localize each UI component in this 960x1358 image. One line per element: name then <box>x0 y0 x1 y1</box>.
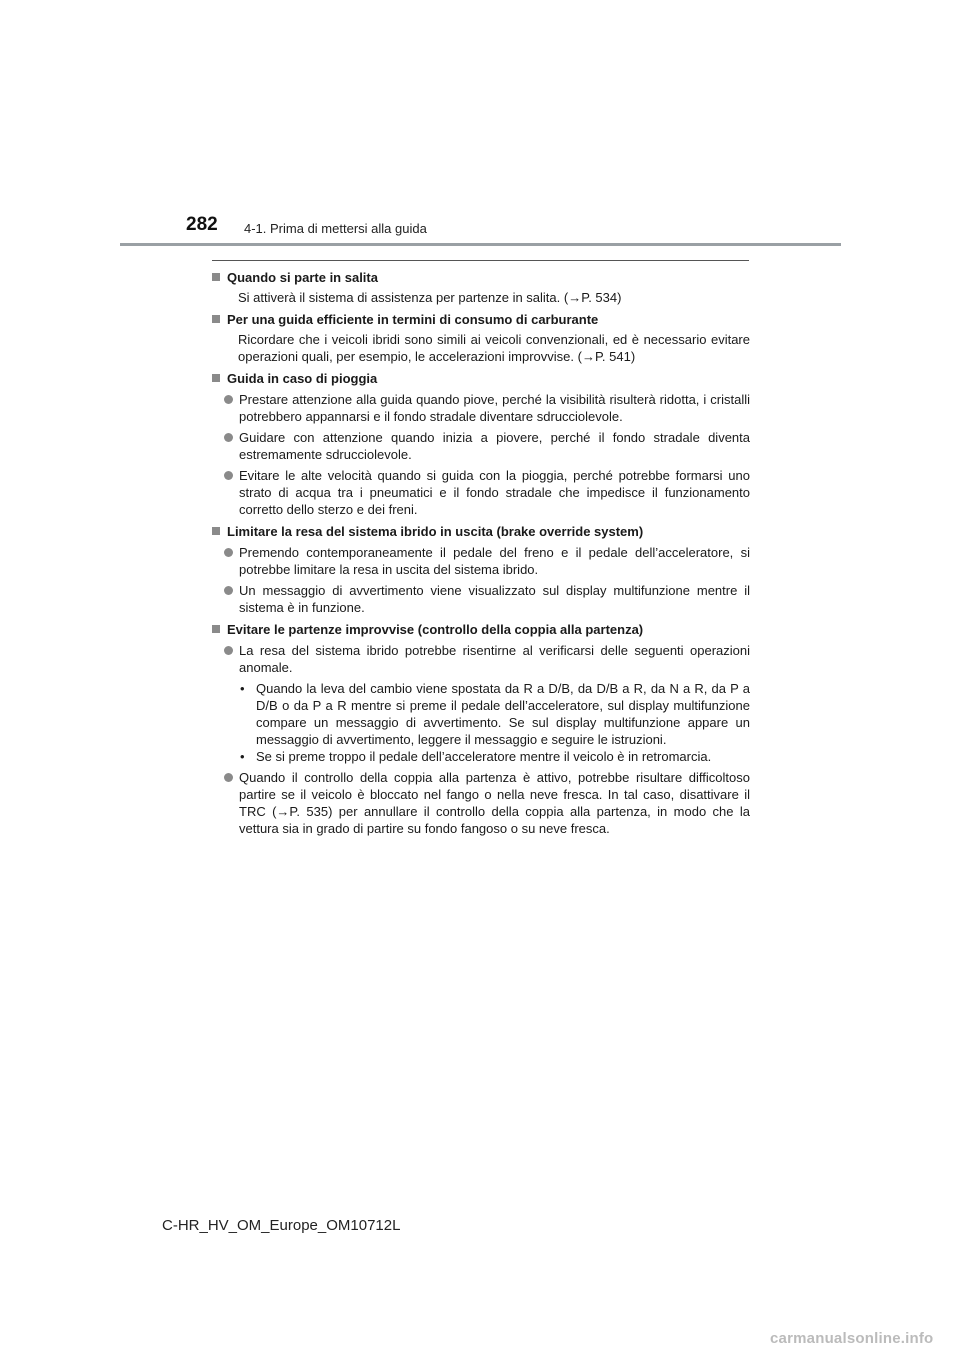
circle-bullet-icon <box>224 773 233 782</box>
sub-list-item-text: Se si preme troppo il pedale dell’acceleratore mentre il veicolo è in retromarcia. <box>256 749 712 764</box>
square-bullet-icon <box>212 273 220 281</box>
list-item <box>212 467 750 518</box>
section-heading <box>212 269 750 286</box>
list-item <box>212 769 750 837</box>
page-number: 282 <box>186 214 218 235</box>
list-item-text: Guidare con attenzione quando inizia a piovere, perché il fondo stradale diventa estremamente sdrucciolevole. <box>239 430 750 462</box>
square-bullet-icon <box>212 625 220 633</box>
section-title-text: Per una guida efficiente in termini di consumo di carburante <box>227 312 599 327</box>
list-item <box>212 429 750 463</box>
section-brake-override <box>212 523 750 616</box>
circle-bullet-icon <box>224 586 233 595</box>
square-bullet-icon <box>212 374 220 382</box>
section-title-text: Quando si parte in salita <box>227 270 378 285</box>
list-item-text: Evitare le alte velocità quando si guida con la pioggia, perché potrebbe formarsi uno strato di acqua tra i pneumatici e il fondo stradale che impedisce il funzionamento corretto dello sterzo e dei freni. <box>239 468 750 517</box>
section-hill-start <box>212 269 750 306</box>
section-heading <box>212 523 750 540</box>
page-content <box>212 266 750 837</box>
section-heading <box>212 311 750 328</box>
section-heading <box>212 370 750 387</box>
circle-bullet-icon <box>224 646 233 655</box>
section-rain-driving <box>212 370 750 518</box>
list-item-text: La resa del sistema ibrido potrebbe risentirne al verificarsi delle seguenti operazioni anomale. <box>239 643 750 675</box>
circle-bullet-icon <box>224 548 233 557</box>
circle-bullet-icon <box>224 433 233 442</box>
section-paragraph: Si attiverà il sistema di assistenza per partenze in salita. (→P. 534) <box>238 290 622 305</box>
watermark: carmanualsonline.info <box>770 1330 934 1347</box>
list-item <box>212 391 750 425</box>
list-item-text: Quando il controllo della coppia alla partenza è attivo, potrebbe risultare difficoltoso partire se il veicolo è bloccato nel fango o nella neve fresca. In tal caso, disattivare il TRC (→P. 535) per annullare il controllo della coppia alla partenza, in modo che la vettura sia in grado di partire su fondo fangoso o su neve fresca. <box>239 770 750 836</box>
circle-bullet-icon <box>224 395 233 404</box>
sub-list <box>238 680 750 765</box>
square-bullet-icon <box>212 527 220 535</box>
sub-list-item <box>238 748 750 765</box>
square-bullet-icon <box>212 315 220 323</box>
header-divider <box>120 243 841 246</box>
sub-list-item <box>238 680 750 748</box>
section-paragraph: Ricordare che i veicoli ibridi sono simili ai veicoli convenzionali, ed è necessario evitare operazioni quali, per esempio, le accelerazioni improvvise. (→P. 541) <box>238 332 750 364</box>
list-item <box>212 642 750 676</box>
list-item-text: Prestare attenzione alla guida quando piove, perché la visibilità risulterà ridotta, i cristalli potrebbero appannarsi e il fondo stradale diventare sdrucciolevole. <box>239 392 750 424</box>
section-drive-start-control <box>212 621 750 837</box>
chapter-title: 4-1. Prima di mettersi alla guida <box>244 221 427 236</box>
dot-marker-icon: • <box>240 749 245 764</box>
sub-list-item-text: Quando la leva del cambio viene spostata da R a D/B, da D/B a R, da N a R, da P a D/B o da P a R mentre si preme il pedale dell’acceleratore, sul display multifunzione compare un messaggio di avvertimento. Se sul display multifunzione appare un messaggio di avvertimento, leggere il messaggio e seguire le istruzioni. <box>256 681 750 747</box>
section-heading <box>212 621 750 638</box>
list-item <box>212 582 750 616</box>
section-fuel-efficiency <box>212 311 750 365</box>
circle-bullet-icon <box>224 471 233 480</box>
list-item-text: Un messaggio di avvertimento viene visualizzato sul display multifunzione mentre il sistema è in funzione. <box>239 583 750 615</box>
section-title-text: Limitare la resa del sistema ibrido in uscita (brake override system) <box>227 524 644 539</box>
list-item <box>212 544 750 578</box>
footer-doc-code: C-HR_HV_OM_Europe_OM10712L <box>162 1217 401 1234</box>
dot-marker-icon: • <box>240 681 245 696</box>
section-title-text: Guida in caso di pioggia <box>227 371 378 386</box>
section-title-text: Evitare le partenze improvvise (controllo della coppia alla partenza) <box>227 622 644 637</box>
list-item-text: Premendo contemporaneamente il pedale del freno e il pedale dell’acceleratore, si potrebbe limitare la resa in uscita del sistema ibrido. <box>239 545 750 577</box>
content-divider <box>212 260 749 261</box>
